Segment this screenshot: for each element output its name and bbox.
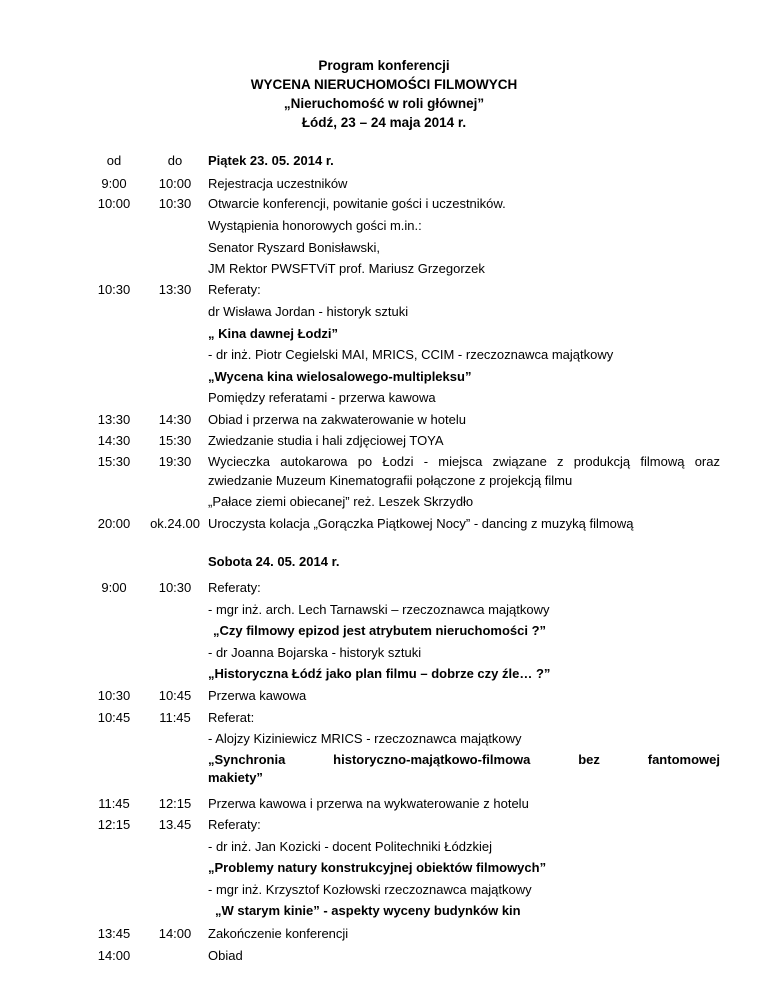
row-text: - dr inż. Piotr Cegielski MAI, MRICS, CCIM - rzeczoznawca majątkowy xyxy=(208,347,614,362)
row-text: Zwiedzanie studia i hali zdjęciowej TOYA xyxy=(208,433,444,448)
time-start: 13:45 xyxy=(97,926,131,941)
time-end: 10:45 xyxy=(158,688,192,703)
schedule-row xyxy=(0,216,768,236)
header-line-3: „Nieruchomość w roli głównej” xyxy=(283,96,485,111)
lecture-title: „Historyczna Łódź jako plan filmu – dobrze czy źle… ?” xyxy=(208,666,551,681)
row-text: Przerwa kawowa xyxy=(208,688,307,703)
row-text: Zakończenie konferencji xyxy=(208,926,349,941)
time-start: 20:00 xyxy=(97,516,131,531)
time-end: 12:15 xyxy=(158,796,192,811)
schedule-row xyxy=(0,345,768,365)
row-text: Senator Ryszard Bonisławski, xyxy=(208,240,380,255)
row-text: JM Rektor PWSFTViT prof. Mariusz Grzegorzek xyxy=(208,261,485,276)
time-start: 10:45 xyxy=(97,710,131,725)
schedule-row xyxy=(0,664,768,684)
schedule-row xyxy=(0,901,768,921)
lecture-title: „W starym kinie” - aspekty wyceny budynków kin xyxy=(215,903,521,918)
schedule-row xyxy=(0,431,768,451)
schedule-row xyxy=(0,858,768,878)
day2-title: Sobota 24. 05. 2014 r. xyxy=(208,554,340,569)
schedule-row xyxy=(0,174,768,194)
row-text: Rejestracja uczestników xyxy=(208,176,348,191)
schedule-row xyxy=(0,367,768,387)
schedule-row xyxy=(0,324,768,344)
schedule-row xyxy=(0,946,768,966)
lecture-title-line-1 xyxy=(208,750,720,770)
row-text: - Alojzy Kiziniewicz MRICS - rzeczoznawca majątkowy xyxy=(208,731,522,746)
time-start: 10:30 xyxy=(97,282,131,297)
header-line-1: Program konferencji xyxy=(318,58,450,73)
time-end: 11:45 xyxy=(159,710,191,725)
time-end: 10:00 xyxy=(158,176,192,191)
time-start: 14:30 xyxy=(97,433,131,448)
day2-title-row xyxy=(0,552,768,572)
row-text: Pomiędzy referatami - przerwa kawowa xyxy=(208,390,436,405)
lecture-word: „Synchronia xyxy=(208,752,286,767)
row-text: Przerwa kawowa i przerwa na wykwaterowanie z hotelu xyxy=(208,796,529,811)
row-text: „Pałace ziemi obiecanej” reż. Leszek Skrzydło xyxy=(208,494,474,509)
row-text: - mgr inż. Krzysztof Kozłowski rzeczoznawca majątkowy xyxy=(208,882,532,897)
row-text: Referaty: xyxy=(208,580,261,595)
lecture-title: „Wycena kina wielosalowego-multipleksu” xyxy=(208,369,472,384)
row-text: Otwarcie konferencji, powitanie gości i uczestników. xyxy=(208,196,506,211)
time-end: 15:30 xyxy=(158,433,192,448)
table-header-row xyxy=(0,151,768,171)
row-text: - dr inż. Jan Kozicki - docent Politechniki Łódzkiej xyxy=(208,839,492,854)
schedule-row xyxy=(0,410,768,430)
lecture-title: „ Kina dawnej Łodzi” xyxy=(208,326,339,341)
schedule-row xyxy=(0,750,768,790)
row-text: - mgr inż. arch. Lech Tarnawski – rzeczoznawca majątkowy xyxy=(208,602,550,617)
row-text: Wycieczka autokarowa po Łodzi - miejsca związane z produkcją filmową oraz zwiedzanie Muzeum Kinematografii połączone z projekcją filmu xyxy=(208,454,720,488)
lecture-word: historyczno-majątkowo-filmowa xyxy=(333,752,531,767)
time-start: 14:00 xyxy=(97,948,131,963)
lecture-title: „Czy filmowy epizod jest atrybutem nieruchomości ?” xyxy=(213,623,547,638)
time-end: 14:00 xyxy=(158,926,192,941)
col-do-header: do xyxy=(167,153,183,168)
schedule-row xyxy=(0,729,768,749)
time-start: 10:00 xyxy=(97,196,131,211)
time-end: 10:30 xyxy=(158,196,192,211)
header-line-2: WYCENA NIERUCHOMOŚCI FILMOWYCH xyxy=(250,77,518,92)
row-text: dr Wisława Jordan - historyk sztuki xyxy=(208,304,409,319)
row-text: Referat: xyxy=(208,710,255,725)
schedule-row xyxy=(0,708,768,728)
schedule-row xyxy=(0,302,768,322)
time-end: 13:30 xyxy=(158,282,192,297)
time-end: ok.24.00 xyxy=(150,516,200,531)
schedule-row xyxy=(0,514,768,534)
row-text: Referaty: xyxy=(208,817,261,832)
schedule-row xyxy=(0,880,768,900)
schedule-row xyxy=(0,815,768,835)
document-header xyxy=(0,56,768,132)
row-text: Obiad i przerwa na zakwaterowanie w hotelu xyxy=(208,412,466,427)
time-end: 14:30 xyxy=(158,412,192,427)
row-text: Wystąpienia honorowych gości m.in.: xyxy=(208,218,422,233)
schedule-row xyxy=(0,388,768,408)
schedule-row xyxy=(0,578,768,598)
schedule-row xyxy=(0,924,768,944)
lecture-title: „Problemy natury konstrukcyjnej obiektów filmowych” xyxy=(208,860,547,875)
row-text: Referaty: xyxy=(208,282,261,297)
schedule-row xyxy=(0,794,768,814)
schedule-row xyxy=(0,600,768,620)
day1-title: Piątek 23. 05. 2014 r. xyxy=(208,153,334,168)
schedule-row xyxy=(0,238,768,258)
row-text: Uroczysta kolacja „Gorączka Piątkowej Nocy” - dancing z muzyką filmową xyxy=(208,516,634,531)
time-end: 13.45 xyxy=(158,817,192,832)
schedule-row xyxy=(0,621,768,641)
time-start: 9:00 xyxy=(101,176,127,191)
time-start: 15:30 xyxy=(97,454,131,469)
lecture-title-line-2: makiety” xyxy=(208,770,263,785)
lecture-word: bez xyxy=(578,752,600,767)
time-start: 13:30 xyxy=(97,412,131,427)
lecture-word: fantomowej xyxy=(647,752,720,767)
time-start: 9:00 xyxy=(101,580,127,595)
row-text: Obiad xyxy=(208,948,243,963)
schedule-row xyxy=(0,643,768,663)
schedule-row xyxy=(0,452,768,492)
schedule-row xyxy=(0,194,768,214)
time-start: 11:45 xyxy=(98,796,130,811)
header-line-4: Łódź, 23 – 24 maja 2014 r. xyxy=(301,115,467,130)
schedule-row xyxy=(0,492,768,512)
schedule-row xyxy=(0,259,768,279)
time-end: 19:30 xyxy=(158,454,192,469)
time-end: 10:30 xyxy=(158,580,192,595)
schedule-row xyxy=(0,280,768,300)
schedule-row xyxy=(0,837,768,857)
time-start: 12:15 xyxy=(97,817,131,832)
schedule-row xyxy=(0,686,768,706)
row-text: - dr Joanna Bojarska - historyk sztuki xyxy=(208,645,422,660)
time-start: 10:30 xyxy=(97,688,131,703)
col-od-header: od xyxy=(106,153,122,168)
